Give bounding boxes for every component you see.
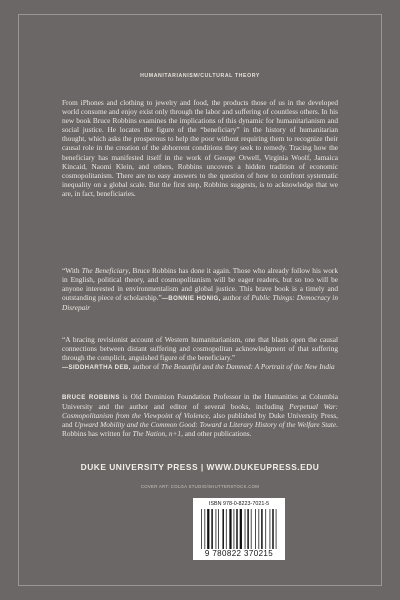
blurb-deb-affil-prefix: author of: [130, 362, 162, 372]
blurb-deb-body: “A bracing revisionist account of Western humanitarianism, one that blasts open the causal connections between distant suffering and cosmopolitan acknowledgment of that suffering through the complicit, anguished figure of the beneficiary.”: [62, 335, 338, 363]
bio-text: . Robbins has written for: [62, 420, 338, 439]
blurb-deb: [62, 335, 338, 372]
blurb-honig-body: , Bruce Robbins has done it again. Those who already follow his work in English, political theory, and cosmopolitanism will be eager readers, but so too will be anyone interested in environmentalism and global justice. This brave book is a timely and outstanding piece of scholarship.”: [62, 266, 338, 303]
isbn-label: ISBN 978-0-8223-7021-5: [208, 501, 270, 507]
bio-text: , also published by Duke University Press, and: [62, 411, 338, 430]
blurb-honig-author: —BONNIE HONIG,: [161, 295, 221, 303]
author-name: BRUCE ROBBINS: [62, 394, 120, 401]
blurb-honig-book-title: The Beneficiary: [81, 266, 129, 275]
blurb-honig-affil-prefix: author of: [220, 293, 252, 303]
bio-publication-title: n+1: [168, 429, 182, 439]
blurb-honig-affil-title: Public Things: Democracy in Disrepair: [62, 293, 338, 313]
bio-publication-title: The Nation: [132, 429, 166, 439]
description-text: From iPhones and clothing to jewelry and food, the products those of us in the developed world consume and enjoy exist only through the labor and suffering of countless others. In his new book Bruce Robbins examines the implications of this dynamic for humanitarianism and social justice. He locates the figure of the “beneficiary” in the history of humanitarian thought, which asks the prosperous to help the poor without requiring them to recognize their causal role in the creation of the abhorrent conditions they seek to remedy. Tracing how the beneficiary has manifested itself in the work of George Orwell, Virginia Woolf, Jamaica Kincaid, Naomi Klein, and others, Robbins uncovers a hidden tradition of economic cosmopolitanism. There are no easy answers to the question of how to confront systematic inequality on a global scale. But the first step, Robbins suggests, is to acknowledge that we are, in fact, beneficiaries.: [62, 98, 338, 198]
blurb-deb-affil-title: The Beautiful and the Damned: A Portrait of the New India: [161, 362, 335, 372]
cover-art-credit: COVER ART: COLGA STUDIO/SHUTTERSTOCK.COM: [140, 484, 260, 489]
bio-text: ,: [165, 429, 169, 439]
bio-book-title: Perpetual War: Cosmopolitanism from the Viewpoint of Violence: [62, 402, 338, 421]
blurb-honig-prefix: “With: [62, 266, 82, 275]
publisher-line: DUKE UNIVERSITY PRESS | WWW.DUKEUPRESS.EDU: [80, 462, 320, 472]
blurb-honig: [62, 266, 338, 312]
bio-text: , and other publications.: [181, 429, 252, 439]
barcode-icon: [201, 509, 277, 549]
blurb-deb-author: —SIDDHARTHA DEB,: [62, 364, 131, 372]
bio-book-title: Upward Mobility and the Common Good: Toward a Literary History of the Welfare State: [74, 420, 337, 430]
category-label: HUMANITARIANISM/CULTURAL THEORY: [140, 73, 260, 79]
barcode-block: [193, 498, 285, 560]
barcode-number: 9 780822 370215: [204, 549, 274, 558]
book-description: [62, 98, 338, 198]
bio-text: is Old Dominion Foundation Professor in the Humanities at Columbia University and the author and editor of several books, including: [62, 392, 338, 412]
author-bio: [62, 392, 338, 438]
